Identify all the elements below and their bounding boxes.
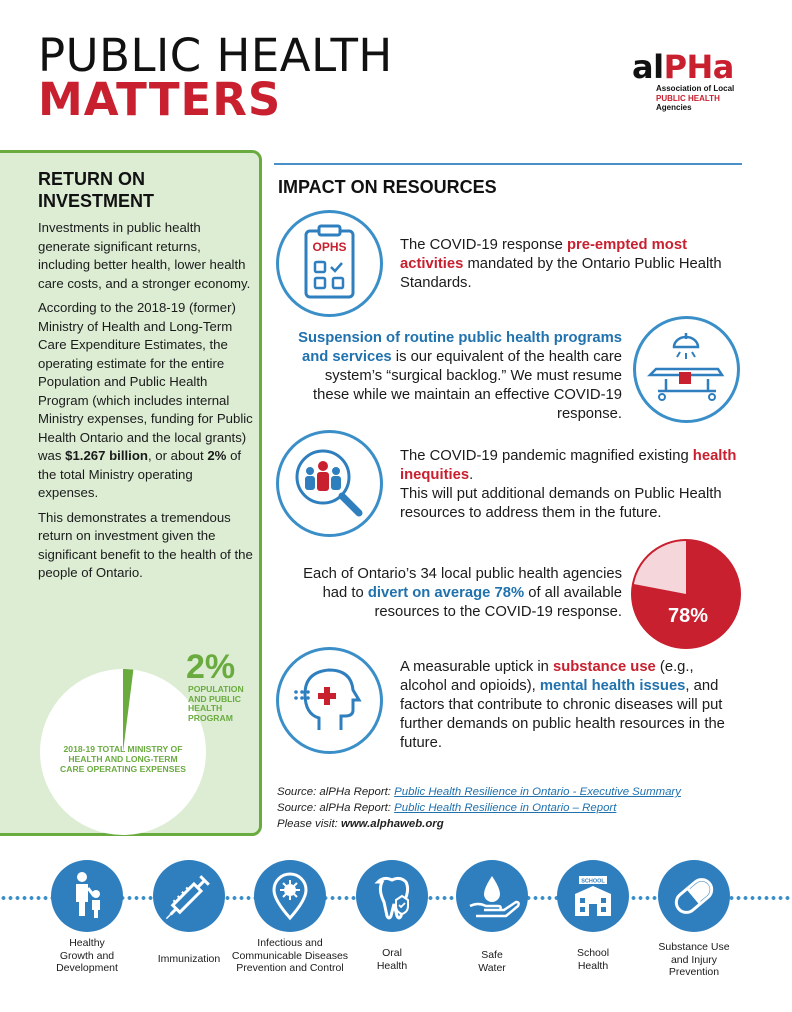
- footer-label-oral-health: Oral Health: [376, 947, 408, 972]
- roi-paragraph-3: This demonstrates a tremendous return on investment given the significant benefit to the health of the people of Ontario.: [38, 509, 253, 580]
- resources-diverted-pie: [630, 538, 742, 650]
- logo-subtitle: Association of Local PUBLIC HEALTH Agencies: [656, 84, 735, 112]
- impact-item-3: The COVID-19 pandemic magnified existing health inequities. This will put additional demands on Public Health resources to address them in the future.: [400, 448, 737, 521]
- water-drop-hand-icon: [456, 860, 528, 932]
- roi-paragraph-1: Investments in public health generate significant returns, including better health, lower health care costs, and a stronger economy.: [38, 220, 251, 291]
- pie-percent-label: POPULATION AND PUBLIC HEALTH PROGRAM: [188, 684, 244, 723]
- roi-body: [38, 219, 254, 589]
- footer-label-safe-water: Safe Water: [478, 949, 506, 974]
- pie78-label: 78%: [667, 605, 709, 627]
- ophs-text: OPHS: [312, 240, 347, 254]
- footer-label-school-health: School Health: [576, 947, 610, 972]
- head-profile-icon: [276, 647, 383, 754]
- school-icon: [557, 860, 629, 932]
- roi-paragraph-2: According to the 2018-19 (former) Ministry of Health and Long-Term Care Expenditure Estimates, the operating estimate for the entire Population and Public Health Program (which includes internal Ministry expenses, funding for Public Health Ontario and the local grants) was $1.267 billion, or about 2% of the total Ministry operating expenses.: [38, 300, 253, 500]
- magnifier-people-icon: [276, 430, 383, 537]
- title-line-2: MATTERS: [38, 73, 282, 126]
- website-link[interactable]: www.alphaweb.org: [340, 818, 444, 831]
- clipboard-icon: [276, 210, 383, 317]
- header-divider: [274, 163, 742, 165]
- virus-pin-icon: [254, 860, 326, 932]
- source-link-summary[interactable]: Public Health Resilience in Ontario - Executive Summary: [394, 786, 681, 798]
- pie-total-label: 2018-19 TOTAL MINISTRY OF HEALTH AND LONG-TERM CARE OPERATING EXPENSES: [60, 744, 186, 774]
- footer-label-immunization: Immunization: [157, 953, 221, 965]
- footer-label-healthy-growth: Healthy Growth and Development: [56, 937, 118, 974]
- sources: Source: alPHa Report: Public Health Resilience in Ontario - Executive Summary Source: alPHa Report: Public Health Resilience in Ontario – Report Please visit: www.alphaweb.org: [277, 786, 681, 831]
- impact-heading: IMPACT ON RESOURCES: [278, 177, 497, 197]
- pill-icon: [658, 860, 730, 932]
- footer-label-infectious-diseases: Infectious and Communicable Diseases Prevention and Control: [231, 937, 349, 974]
- family-icon: [51, 860, 123, 932]
- footer-label-substance-use: Substance Use and Injury Prevention: [658, 941, 730, 978]
- school-sign-text: SCHOOL: [581, 878, 605, 885]
- impact-item-2: Suspension of routine public health programs and services is our equivalent of the health care system’s “surgical backlog.” We must resume these while we maintain an effective COVID-19 response.: [298, 330, 622, 422]
- impact-item-5: A measurable uptick in substance use (e.g., alcohol and opioids), mental health issues, and factors that contribute to chronic diseases will put further demands on public health resources in the future.: [400, 659, 725, 751]
- surgical-bed-icon: [633, 316, 740, 423]
- page-title: [38, 29, 393, 126]
- source-link-report[interactable]: Public Health Resilience in Ontario – Report: [394, 802, 617, 815]
- title-line-1: PUBLIC HEALTH: [38, 29, 393, 82]
- impact-item-4: Each of Ontario’s 34 local public health agencies had to divert on average 78% of all available resources to the COVID-19 response.: [303, 566, 622, 620]
- syringe-icon: [153, 860, 225, 932]
- logo-wordmark: alPHa: [632, 48, 734, 86]
- roi-heading: RETURN ON INVESTMENT: [38, 169, 155, 211]
- alpha-logo[interactable]: [632, 50, 752, 113]
- pie-percent: 2%: [186, 648, 236, 686]
- tooth-icon: [356, 860, 428, 932]
- impact-item-1: The COVID-19 response pre-empted most activities mandated by the Ontario Public Health Standards.: [400, 237, 722, 291]
